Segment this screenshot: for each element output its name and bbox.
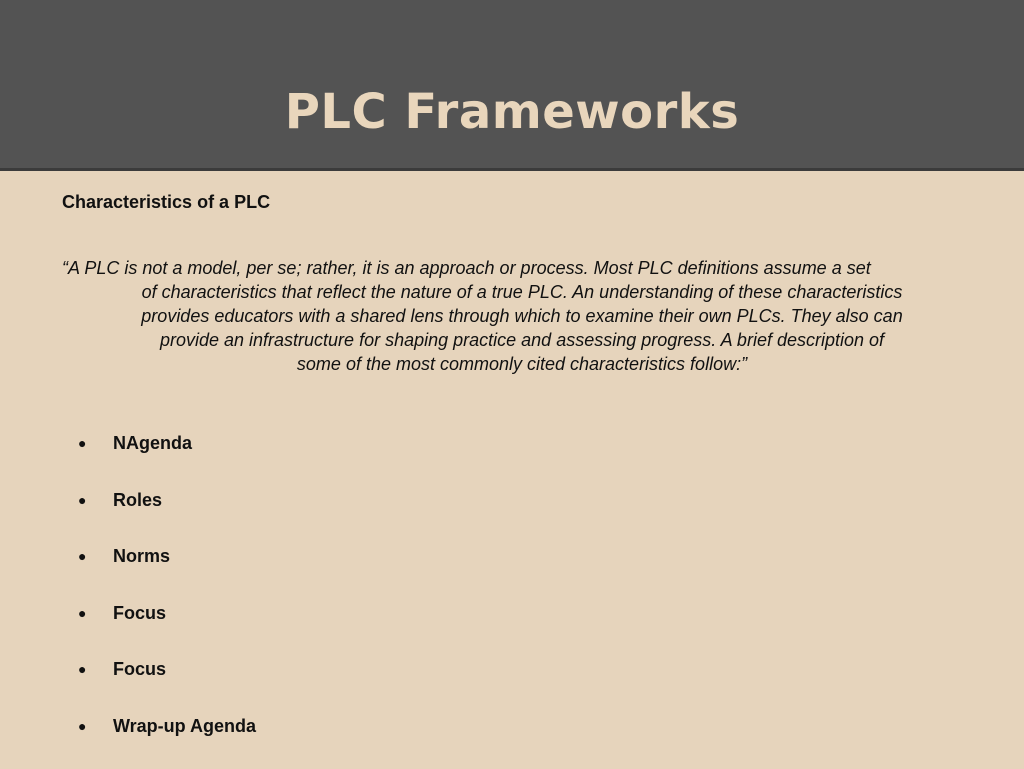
section-heading: Characteristics of a PLC xyxy=(62,191,270,213)
quote-line: some of the most commonly cited characteristics follow:” xyxy=(62,352,982,376)
bullet-icon: ● xyxy=(78,658,86,680)
list-item-label: Focus xyxy=(113,602,166,624)
list-item-label: Focus xyxy=(113,658,166,680)
list-item xyxy=(0,430,1024,487)
characteristics-list xyxy=(0,430,1024,769)
bullet-icon: ● xyxy=(78,432,86,454)
bullet-icon: ● xyxy=(78,489,86,511)
list-item xyxy=(0,600,1024,657)
quote-line: “A PLC is not a model, per se; rather, it is an approach or process. Most PLC definitions assume a set xyxy=(62,256,982,280)
list-item-label: Roles xyxy=(113,489,162,511)
bullet-icon: ● xyxy=(78,602,86,624)
bullet-icon: ● xyxy=(78,715,86,737)
list-item xyxy=(0,713,1024,769)
list-item xyxy=(0,656,1024,713)
slide-header xyxy=(0,0,1024,171)
quote-line: provides educators with a shared lens through which to examine their own PLCs. They also can xyxy=(62,304,982,328)
list-item xyxy=(0,543,1024,600)
bullet-icon: ● xyxy=(78,545,86,567)
slide-title: PLC Frameworks xyxy=(0,88,1024,136)
list-item-label: NAgenda xyxy=(113,432,192,454)
list-item-label: Norms xyxy=(113,545,170,567)
list-item-label: Wrap-up Agenda xyxy=(113,715,256,737)
quote-paragraph xyxy=(62,256,982,376)
quote-line: of characteristics that reflect the nature of a true PLC. An understanding of these characteristics xyxy=(62,280,982,304)
list-item xyxy=(0,487,1024,544)
quote-line: provide an infrastructure for shaping practice and assessing progress. A brief description of xyxy=(62,328,982,352)
